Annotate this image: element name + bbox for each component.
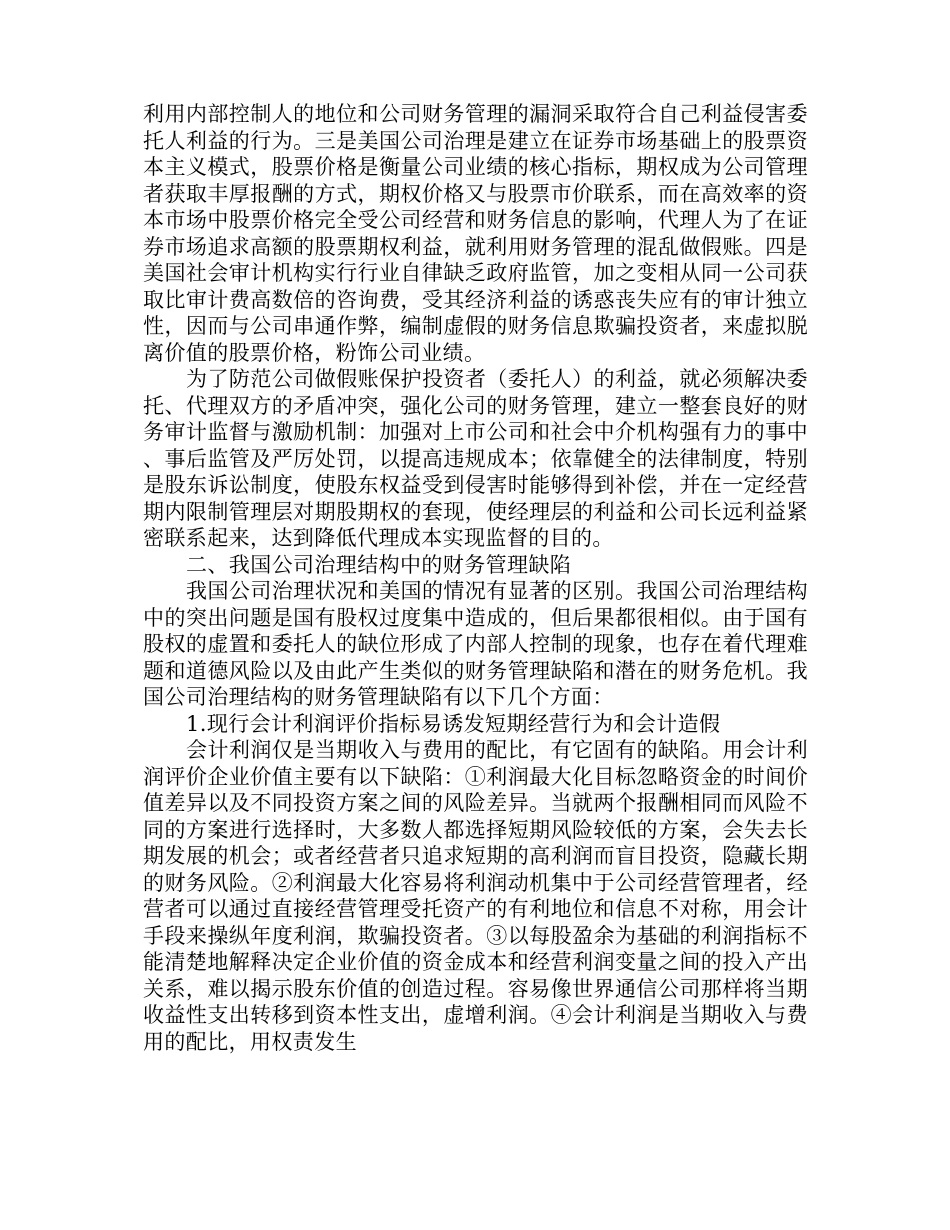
paragraph-prevention: 为了防范公司做假账保护投资者（委托人）的利益，就必须解决委托、代理双方的矛盾冲突，强化公司的财务管理，建立一整套良好的财务审计监督与激励机制：加强对上市公司和社会中介机构强有力的事中、事后监管及严厉处罚，以提高违规成本；依靠健全的法律制度，特别是股东诉讼制度，使股东权益受到侵害时能够得到补偿，并在一定经营期内限制管理层对期股期权的套现，使经理层的利益和公司长远利益紧密联系起来，达到降低代理成本实现监督的目的。	[143, 367, 808, 550]
paragraph-accounting-profit: 会计利润仅是当期收入与费用的配比，有它固有的缺陷。用会计利润评价企业价值主要有以下缺陷：①利润最大化目标忽略资金的时间价值差异以及不同投资方案之间的风险差异。当就两个报酬相同而风险不同的方案进行选择时，大多数人都选择短期风险较低的方案，会失去长期发展的机会；或者经营者只追求短期的高利润而盲目投资，隐藏长期的财务风险。②利润最大化容易将利润动机集中于公司经营管理者，经营者可以通过直接经营管理受托资产的有利地位和信息不对称，用会计手段来操纵年度利润，欺骗投资者。③以每股盈余为基础的利润指标不能清楚地解释决定企业价值的资金成本和经营利润变量之间的投入产出关系，难以揭示股东价值的创造过程。容易像世界通信公司那样将当期收益性支出转移到资本性支出，虚增利润。④会计利润是当期收入与费用的配比，用权责发生	[143, 738, 808, 1054]
document-body	[143, 101, 808, 1055]
subsection-heading: 1.现行会计利润评价指标易诱发短期经营行为和会计造假	[186, 711, 721, 736]
paragraph-continued: 利用内部控制人的地位和公司财务管理的漏洞采取符合自己利益侵害委托人利益的行为。三是美国公司治理是建立在证券市场基础上的股票资本主义模式，股票价格是衡量公司业绩的核心指标，期权成为公司管理者获取丰厚报酬的方式，期权价格又与股票市价联系，而在高效率的资本市场中股票价格完全受公司经营和财务信息的影响，代理人为了在证券市场追求高额的股票期权利益，就利用财务管理的混乱做假账。四是美国社会审计机构实行行业自律缺乏政府监管，加之变相从同一公司获取比审计费高数倍的咨询费，受其经济利益的诱惑丧失应有的审计独立性，因而与公司串通作弊，编制虚假的财务信息欺骗投资者，来虚拟脱离价值的股票价格，粉饰公司业绩。	[143, 102, 808, 365]
paragraph-china-governance: 我国公司治理状况和美国的情况有显著的区别。我国公司治理结构中的突出问题是国有股权过度集中造成的，但后果都很相似。由于国有股权的虚置和委托人的缺位形成了内部人控制的现象，也存在着代理难题和道德风险以及由此产生类似的财务管理缺陷和潜在的财务危机。我国公司治理结构的财务管理缺陷有以下几个方面：	[143, 579, 808, 709]
section-heading: 二、我国公司治理结构中的财务管理缺陷	[186, 552, 572, 577]
